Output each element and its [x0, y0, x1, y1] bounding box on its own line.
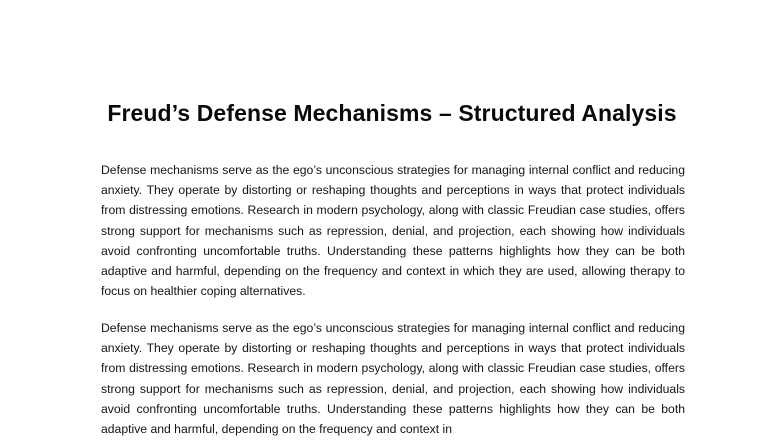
document-title: Freud’s Defense Mechanisms – Structured Analysis — [107, 100, 677, 126]
body-paragraph-1: Defense mechanisms serve as the ego’s unconscious strategies for managing internal conflict and reducing anxiety. They operate by distorting or reshaping thoughts and perceptions in ways that protect individuals from distressing emotions. Research in modern psychology, along with classic Freudian case studies, offers strong support for mechanisms such as repression, denial, and projection, each showing how individuals avoid confronting uncomfortable truths. Understanding these patterns highlights how they can be both adaptive and harmful, depending on the frequency and context in which they are used, allowing therapy to focus on healthier coping alternatives. — [101, 163, 685, 299]
body-paragraph-2: Defense mechanisms serve as the ego’s unconscious strategies for managing internal conflict and reducing anxiety. They operate by distorting or reshaping thoughts and perceptions in ways that protect individuals from distressing emotions. Research in modern psychology, along with classic Freudian case studies, offers strong support for mechanisms such as repression, denial, and projection, each showing how individuals avoid confronting uncomfortable truths. Understanding these patterns highlights how they can be both adaptive and harmful, depending on the frequency and context in — [101, 321, 685, 437]
